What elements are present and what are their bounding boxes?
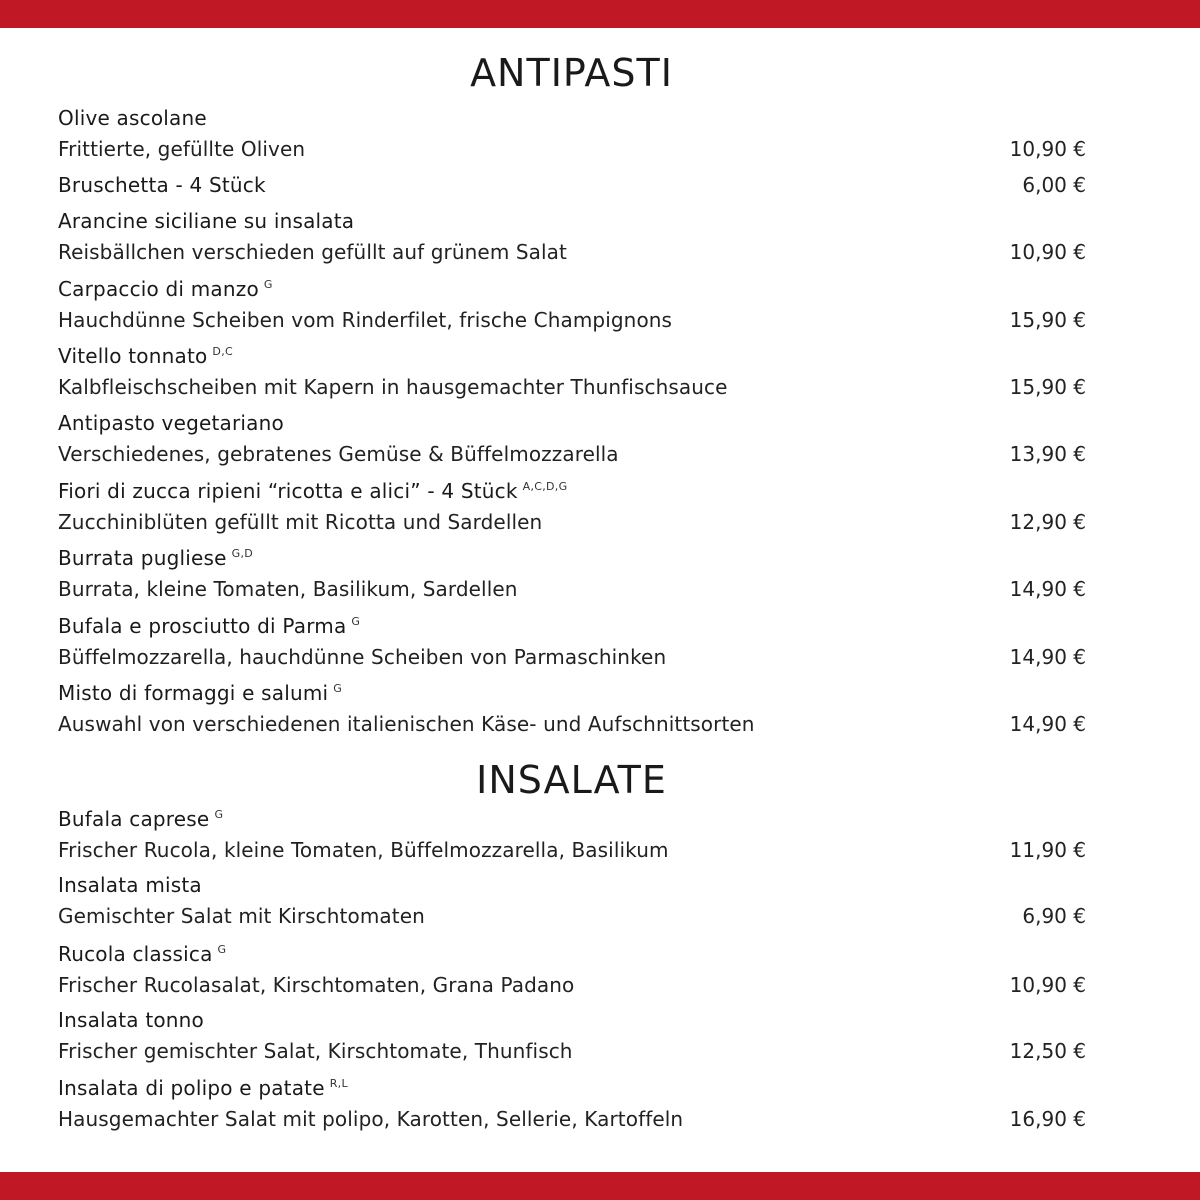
item-price: 15,90 € (1009, 375, 1086, 399)
menu-item (58, 941, 1086, 999)
item-name (58, 208, 354, 234)
allergen-codes: G (263, 278, 273, 292)
item-name (58, 806, 223, 832)
item-name-text: Antipasto vegetariano (58, 411, 284, 435)
item-price: 12,90 € (1009, 510, 1086, 534)
item-description: Hauchdünne Scheiben vom Rinderfilet, frische Champignons (58, 308, 673, 332)
section-title-insalate: INSALATE (476, 758, 667, 802)
item-description: Hausgemachter Salat mit polipo, Karotten, Sellerie, Kartoffeln (58, 1107, 684, 1131)
item-name (58, 680, 342, 706)
item-price: 10,90 € (1009, 240, 1086, 264)
item-name-text: Arancine siciliane su insalata (58, 209, 355, 233)
allergen-codes: G,D (231, 547, 254, 561)
allergen-codes: D,C (212, 345, 233, 359)
item-name-text: Vitello tonnato (58, 344, 208, 368)
menu-item (58, 806, 1086, 864)
item-name (58, 1007, 204, 1033)
item-name-text: Insalata di polipo e patate (58, 1076, 325, 1100)
item-name-text: Carpaccio di manzo (58, 277, 259, 301)
item-name-text: Bufala caprese (58, 807, 210, 831)
menu-item (58, 1075, 1086, 1133)
item-name (58, 613, 360, 639)
item-description: Zucchiniblüten gefüllt mit Ricotta und Sardellen (58, 510, 543, 534)
item-description: Gemischter Salat mit Kirschtomaten (58, 904, 425, 928)
allergen-codes: R,L (329, 1077, 348, 1091)
item-name-text: Misto di formaggi e salumi (58, 681, 329, 705)
item-name-text: Burrata pugliese (58, 546, 227, 570)
item-price: 14,90 € (1009, 645, 1086, 669)
item-description: Frittierte, gefüllte Oliven (58, 137, 306, 161)
item-name (58, 105, 207, 131)
item-name (58, 172, 266, 198)
item-description: Kalbfleischscheiben mit Kapern in hausgemachter Thunfischsauce (58, 375, 728, 399)
item-price: 13,90 € (1009, 442, 1086, 466)
item-description: Frischer gemischter Salat, Kirschtomate, Thunfisch (58, 1039, 573, 1063)
item-price: 15,90 € (1009, 308, 1086, 332)
item-price: 10,90 € (1009, 137, 1086, 161)
menu-item (58, 343, 1086, 401)
item-price: 14,90 € (1009, 712, 1086, 736)
item-name (58, 410, 284, 436)
top-accent-bar (0, 0, 1200, 28)
item-name-text: Bufala e prosciutto di Parma (58, 614, 347, 638)
section-title-antipasti: ANTIPASTI (470, 51, 673, 95)
menu-item (58, 172, 1086, 200)
bottom-accent-bar (0, 1172, 1200, 1200)
allergen-codes: G (214, 808, 224, 822)
menu-item (58, 680, 1086, 738)
item-name (58, 276, 273, 302)
menu-item (58, 410, 1086, 468)
item-name-text: Rucola classica (58, 942, 213, 966)
item-name (58, 941, 226, 967)
item-name-text: Insalata mista (58, 873, 202, 897)
item-name-text: Insalata tonno (58, 1008, 204, 1032)
item-name (58, 478, 567, 504)
allergen-codes: G (333, 682, 343, 696)
item-name (58, 343, 233, 369)
item-price: 14,90 € (1009, 577, 1086, 601)
item-description: Auswahl von verschiedenen italienischen Käse- und Aufschnittsorten (58, 712, 755, 736)
item-description: Verschiedenes, gebratenes Gemüse & Büffelmozzarella (58, 442, 619, 466)
item-price: 11,90 € (1009, 838, 1086, 862)
allergen-codes: G (351, 615, 361, 629)
item-name (58, 545, 253, 571)
item-name (58, 1075, 348, 1101)
menu-item (58, 613, 1086, 671)
item-description: Frischer Rucola, kleine Tomaten, Büffelmozzarella, Basilikum (58, 838, 669, 862)
item-description: Reisbällchen verschieden gefüllt auf grünem Salat (58, 240, 567, 264)
menu-item (58, 872, 1086, 930)
item-price: 6,90 € (1022, 904, 1086, 928)
allergen-codes: G (217, 943, 227, 957)
menu-item (58, 545, 1086, 603)
item-description: Burrata, kleine Tomaten, Basilikum, Sardellen (58, 577, 518, 601)
item-price: 10,90 € (1009, 973, 1086, 997)
menu-item (58, 276, 1086, 334)
menu-item (58, 105, 1086, 163)
item-price: 16,90 € (1009, 1107, 1086, 1131)
allergen-codes: A,C,D,G (522, 480, 568, 494)
menu-item (58, 208, 1086, 266)
item-name (58, 872, 202, 898)
menu-item (58, 478, 1086, 536)
item-description: Büffelmozzarella, hauchdünne Scheiben von Parmaschinken (58, 645, 667, 669)
item-name-text: Fiori di zucca ripieni “ricotta e alici” - 4 Stück (58, 479, 518, 503)
item-description: Frischer Rucolasalat, Kirschtomaten, Grana Padano (58, 973, 575, 997)
menu-item (58, 1007, 1086, 1065)
item-name-text: Olive ascolane (58, 106, 207, 130)
item-price: 12,50 € (1009, 1039, 1086, 1063)
item-name-text: Bruschetta - 4 Stück (58, 173, 266, 197)
item-price: 6,00 € (1022, 173, 1086, 197)
